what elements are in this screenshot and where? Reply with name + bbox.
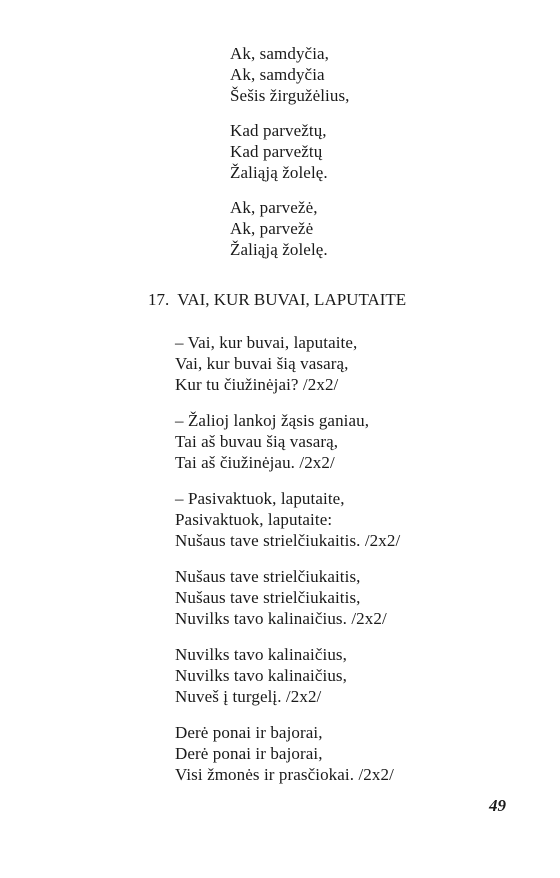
verse-line: Šešis žirgužėlius, bbox=[230, 86, 350, 105]
verse-line: Tai aš buvau šią vasarą, bbox=[175, 432, 339, 451]
verse-line: Kur tu čiužinėjai? /2x2/ bbox=[175, 375, 339, 394]
verse-line: Pasivaktuok, laputaite: bbox=[175, 510, 333, 529]
page-number: 49 bbox=[489, 796, 506, 815]
verse-line: Vai, kur buvai šią vasarą, bbox=[175, 354, 349, 373]
verse-line: Nuvilks tavo kalinaičius, bbox=[175, 666, 348, 685]
verse-line: Nuvilks tavo kalinaičius, bbox=[175, 645, 348, 664]
song-number: 17. bbox=[148, 290, 170, 309]
verse-line: – Žalioj lankoj žąsis ganiau, bbox=[175, 411, 370, 430]
verse-line: Žaliąją žolelę. bbox=[230, 163, 328, 182]
verse-line: Nuvilks tavo kalinaičius. /2x2/ bbox=[175, 609, 387, 628]
verse-line: Kad parvežtų, bbox=[230, 121, 327, 140]
verse-line: Žaliąją žolelę. bbox=[230, 240, 328, 259]
verse-line: Derė ponai ir bajorai, bbox=[175, 744, 323, 763]
verse-line: Tai aš čiužinėjau. /2x2/ bbox=[175, 453, 335, 472]
verse-line: Ak, samdyčia bbox=[230, 65, 325, 84]
verse-line: Nuveš į turgelį. /2x2/ bbox=[175, 687, 322, 706]
verse-line: Visi žmonės ir prasčiokai. /2x2/ bbox=[175, 765, 394, 784]
verse-line: Nušaus tave strielčiukaitis, bbox=[175, 588, 361, 607]
verse-line: Kad parvežtų bbox=[230, 142, 323, 161]
verse-line: – Pasivaktuok, laputaite, bbox=[175, 489, 345, 508]
verse-line: Nušaus tave strielčiukaitis. /2x2/ bbox=[175, 531, 401, 550]
song-heading bbox=[148, 290, 406, 310]
verse-line: – Vai, kur buvai, laputaite, bbox=[175, 333, 358, 352]
verse-line: Derė ponai ir bajorai, bbox=[175, 723, 323, 742]
verse-line: Ak, parvežė bbox=[230, 219, 314, 238]
verse-line: Ak, parvežė, bbox=[230, 198, 318, 217]
verse-line: Nušaus tave strielčiukaitis, bbox=[175, 567, 361, 586]
song-title: VAI, KUR BUVAI, LAPUTAITE bbox=[177, 290, 407, 309]
verse-line: Ak, samdyčia, bbox=[230, 44, 330, 63]
